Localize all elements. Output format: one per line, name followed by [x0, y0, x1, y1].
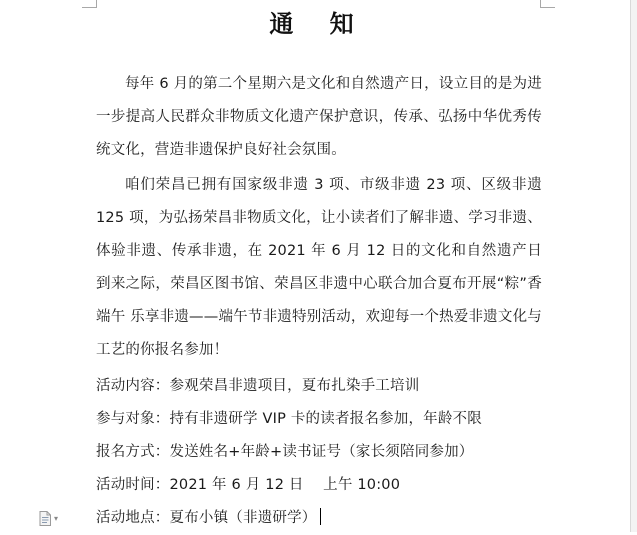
paragraph-options-button[interactable] — [39, 511, 58, 526]
document-options-icon — [39, 511, 51, 526]
body-paragraph-intro[interactable]: 每年 6 月的第二个星期六是文化和自然遗产日，设立目的是为进一步提高人民群众非物质文化遗产保护意识，传承、弘扬中华优秀传统文化，营造非遗保护良好社会氛围。 — [96, 76, 542, 158]
detail-audience-line[interactable]: 参与对象：持有非遗研学 VIP 卡的读者报名参加，年龄不限 — [96, 411, 482, 427]
detail-location-line[interactable] — [96, 502, 321, 535]
chevron-down-icon: ▾ — [54, 513, 59, 523]
body-paragraph-event[interactable]: 咱们荣昌已拥有国家级非遗 3 项、市级非遗 23 项、区级非遗 125 项，为弘扬荣昌非物质文化，让小读者们了解非遗、学习非遗、体验非遗、传承非遗，在 2021 年 6 月 12 日的文化和自然遗产日到来之际，荣昌区图书馆、荣昌区非遗中心联合加合夏布开展“粽”香端午 乐享非遗——端午节非遗特别活动，欢迎每一个热爱非遗文化与工艺的你报名参加！ — [96, 177, 542, 358]
vertical-scrollbar[interactable] — [630, 0, 637, 532]
detail-location-text: 活动地点：夏布小镇（非遗研学） — [96, 510, 317, 526]
document-title[interactable]: 通 知 — [269, 10, 368, 38]
detail-time-line[interactable]: 活动时间：2021 年 6 月 12 日 上午 10:00 — [96, 477, 401, 493]
text-cursor — [320, 508, 322, 525]
detail-registration-line[interactable]: 报名方式：发送姓名+年龄+读书证号（家长须陪同参加） — [96, 444, 474, 460]
detail-content-line[interactable]: 活动内容：参观荣昌非遗项目，夏布扎染手工培训 — [96, 378, 420, 394]
